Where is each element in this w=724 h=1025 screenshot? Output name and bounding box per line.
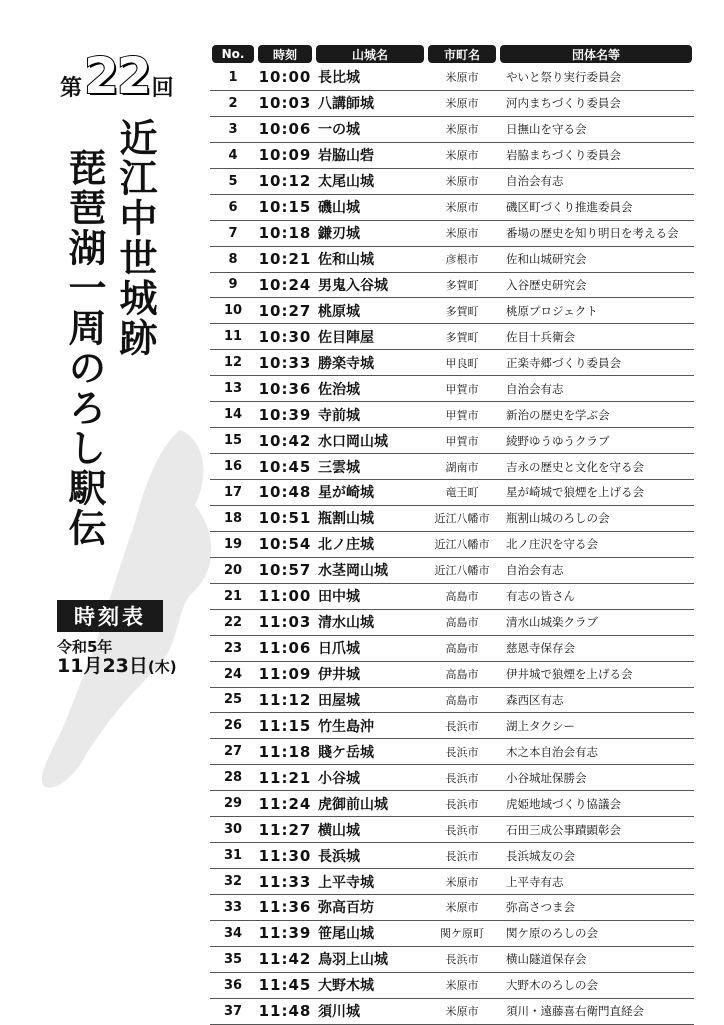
cell-time: 11:06 [256,635,314,661]
cell-organization: 佐和山城研究会 [498,246,694,272]
table-body [210,65,694,1024]
cell-time: 11:45 [256,972,314,998]
table-row [210,583,694,609]
cell-municipality: 長浜市 [426,791,498,817]
cell-organization: 長浜城友の会 [498,843,694,869]
cell-municipality: 長浜市 [426,843,498,869]
cell-organization: 木之本自治会有志 [498,739,694,765]
table-row [210,142,694,168]
cell-no: 35 [210,946,256,972]
cell-no: 5 [210,168,256,194]
cell-time: 11:27 [256,817,314,843]
cell-no: 31 [210,843,256,869]
cell-castle: 佐和山城 [314,246,426,272]
cell-no: 1 [210,65,256,90]
cell-organization: 虎姫地域づくり協議会 [498,791,694,817]
cell-castle: 磯山城 [314,194,426,220]
table-row [210,609,694,635]
cell-organization: やいと祭り実行委員会 [498,65,694,90]
cell-time: 10:42 [256,428,314,454]
cell-organization: 入谷歴史研究会 [498,272,694,298]
cell-no: 20 [210,557,256,583]
table-row [210,168,694,194]
cell-organization: 佐目十兵衛会 [498,324,694,350]
table-row [210,557,694,583]
cell-no: 17 [210,480,256,506]
cell-no: 25 [210,687,256,713]
cell-no: 37 [210,998,256,1024]
cell-municipality: 米原市 [426,90,498,116]
table-row [210,998,694,1024]
cell-no: 36 [210,972,256,998]
cell-no: 14 [210,402,256,428]
cell-no: 30 [210,817,256,843]
table-row [210,869,694,895]
table-row [210,220,694,246]
cell-organization: 関ケ原のろしの会 [498,920,694,946]
cell-municipality: 米原市 [426,972,498,998]
col-header-organization: 団体名等 [498,43,694,65]
table-row [210,376,694,402]
table-row [210,713,694,739]
cell-time: 11:39 [256,920,314,946]
cell-municipality: 長浜市 [426,817,498,843]
cell-time: 11:12 [256,687,314,713]
cell-organization: 清水山城楽クラブ [498,609,694,635]
cell-organization: 伊井城で狼煙を上げる会 [498,661,694,687]
cell-municipality: 高島市 [426,635,498,661]
table-row [210,817,694,843]
cell-time: 10:45 [256,454,314,480]
cell-organization: 小谷城址保勝会 [498,765,694,791]
cell-castle: 田中城 [314,583,426,609]
cell-time: 11:21 [256,765,314,791]
cell-organization: 自治会有志 [498,376,694,402]
cell-time: 10:24 [256,272,314,298]
cell-municipality: 竜王町 [426,480,498,506]
cell-castle: 須川城 [314,998,426,1024]
title-line2: 琵琶湖一周のろし駅伝 [62,148,106,548]
cell-castle: 太尾山城 [314,168,426,194]
cell-municipality: 彦根市 [426,246,498,272]
cell-municipality: 長浜市 [426,946,498,972]
cell-municipality: 多賀町 [426,298,498,324]
cell-municipality: 高島市 [426,583,498,609]
cell-organization: 星が崎城で狼煙を上げる会 [498,480,694,506]
cell-no: 23 [210,635,256,661]
cell-municipality: 近江八幡市 [426,505,498,531]
cell-organization: 河内まちづくり委員会 [498,90,694,116]
date-weekday: (木) [147,658,177,676]
cell-time: 10:09 [256,142,314,168]
table-row [210,946,694,972]
table-row [210,350,694,376]
cell-organization: 大野木のろしの会 [498,972,694,998]
cell-time: 10:30 [256,324,314,350]
cell-municipality: 米原市 [426,998,498,1024]
cell-no: 33 [210,895,256,921]
cell-no: 16 [210,454,256,480]
table-row [210,895,694,921]
table-row [210,324,694,350]
cell-castle: 寺前城 [314,402,426,428]
cell-no: 10 [210,298,256,324]
table-row [210,65,694,90]
col-header-no: No. [210,43,256,65]
cell-castle: 佐治城 [314,376,426,402]
cell-time: 11:30 [256,843,314,869]
cell-organization: 桃原プロジェクト [498,298,694,324]
cell-municipality: 米原市 [426,194,498,220]
cell-castle: 水茎岡山城 [314,557,426,583]
cell-time: 10:39 [256,402,314,428]
table-row [210,272,694,298]
table-row [210,454,694,480]
cell-no: 21 [210,583,256,609]
cell-castle: 八講師城 [314,90,426,116]
cell-municipality: 高島市 [426,687,498,713]
cell-castle: 北ノ庄城 [314,531,426,557]
cell-organization: 番場の歴史を知り明日を考える会 [498,220,694,246]
cell-time: 11:03 [256,609,314,635]
cell-castle: 虎御前山城 [314,791,426,817]
date-day: 11月23日 [57,655,148,677]
cell-castle: 賤ケ岳城 [314,739,426,765]
cell-no: 22 [210,609,256,635]
cell-organization: 横山隧道保存会 [498,946,694,972]
cell-castle: 瓶割山城 [314,505,426,531]
cell-no: 24 [210,661,256,687]
cell-organization: 正楽寺郷づくり委員会 [498,350,694,376]
cell-no: 26 [210,713,256,739]
cell-organization: 新治の歴史を学ぶ会 [498,402,694,428]
table-row [210,531,694,557]
cell-organization: 磯区町づくり推進委員会 [498,194,694,220]
cell-no: 32 [210,869,256,895]
cell-time: 10:54 [256,531,314,557]
cell-castle: 小谷城 [314,765,426,791]
cell-organization: 慈恩寺保存会 [498,635,694,661]
table-row [210,246,694,272]
cell-no: 8 [210,246,256,272]
timetable-badge: 時刻表 [57,600,163,632]
cell-no: 9 [210,272,256,298]
cell-castle: 清水山城 [314,609,426,635]
cell-castle: 鎌刃城 [314,220,426,246]
cell-time: 10:06 [256,116,314,142]
col-header-castle: 山城名 [314,43,426,65]
cell-no: 19 [210,531,256,557]
cell-municipality: 長浜市 [426,765,498,791]
edition-number: 22 [84,47,150,105]
cell-time: 11:36 [256,895,314,921]
cell-castle: 笹尾山城 [314,920,426,946]
cell-organization: 岩脇まちづくり委員会 [498,142,694,168]
cell-organization: 上平寺有志 [498,869,694,895]
cell-no: 34 [210,920,256,946]
cell-municipality: 近江八幡市 [426,531,498,557]
cell-castle: 弥高百坊 [314,895,426,921]
cell-castle: 竹生島沖 [314,713,426,739]
cell-no: 11 [210,324,256,350]
cell-organization: 自治会有志 [498,557,694,583]
edition-prefix: 第 [60,76,83,101]
table-row [210,635,694,661]
title-line1: 近江中世城跡 [113,118,157,358]
cell-no: 4 [210,142,256,168]
cell-municipality: 多賀町 [426,272,498,298]
cell-organization: 湖上タクシー [498,713,694,739]
cell-no: 2 [210,90,256,116]
cell-no: 13 [210,376,256,402]
cell-castle: 長比城 [314,65,426,90]
cell-castle: 男鬼入谷城 [314,272,426,298]
cell-organization: 石田三成公事蹟顕彰会 [498,817,694,843]
cell-time: 10:27 [256,298,314,324]
cell-castle: 長浜城 [314,843,426,869]
cell-municipality: 甲賀市 [426,428,498,454]
table-row [210,116,694,142]
cell-organization: 須川・遠藤喜右衛門直経会 [498,998,694,1024]
table-header-row [210,43,694,65]
table-row [210,90,694,116]
cell-time: 11:42 [256,946,314,972]
cell-castle: 佐目陣屋 [314,324,426,350]
cell-organization: 自治会有志 [498,168,694,194]
cell-municipality: 米原市 [426,142,498,168]
date-era: 令和5年 [57,638,113,656]
cell-organization: 瓶割山城のろしの会 [498,505,694,531]
cell-municipality: 関ケ原町 [426,920,498,946]
cell-municipality: 米原市 [426,168,498,194]
cell-time: 10:51 [256,505,314,531]
cell-organization: 北ノ庄沢を守る会 [498,531,694,557]
table-row [210,661,694,687]
table-row [210,402,694,428]
cell-no: 6 [210,194,256,220]
cell-no: 15 [210,428,256,454]
cell-no: 18 [210,505,256,531]
table-row [210,480,694,506]
cell-castle: 桃原城 [314,298,426,324]
cell-castle: 鳥羽上山城 [314,946,426,972]
cell-castle: 日爪城 [314,635,426,661]
cell-no: 7 [210,220,256,246]
cell-municipality: 長浜市 [426,713,498,739]
table-row [210,194,694,220]
cell-no: 29 [210,791,256,817]
cell-castle: 大野木城 [314,972,426,998]
cell-time: 10:00 [256,65,314,90]
col-header-municipality: 市町名 [426,43,498,65]
cell-no: 28 [210,765,256,791]
event-date [57,638,177,677]
cell-municipality: 多賀町 [426,324,498,350]
cell-castle: 伊井城 [314,661,426,687]
cell-time: 10:48 [256,480,314,506]
cell-castle: 岩脇山砦 [314,142,426,168]
cell-municipality: 米原市 [426,869,498,895]
cell-time: 11:24 [256,791,314,817]
edition-suffix: 回 [151,76,174,101]
cell-time: 11:00 [256,583,314,609]
cell-time: 10:12 [256,168,314,194]
table-row [210,505,694,531]
cell-municipality: 湖南市 [426,454,498,480]
cell-municipality: 近江八幡市 [426,557,498,583]
cell-castle: 田屋城 [314,687,426,713]
cell-municipality: 甲賀市 [426,402,498,428]
cell-time: 11:33 [256,869,314,895]
cell-organization: 綾野ゆうゆうクラブ [498,428,694,454]
cell-castle: 三雲城 [314,454,426,480]
col-header-time: 時刻 [256,43,314,65]
cell-castle: 勝楽寺城 [314,350,426,376]
table-row [210,765,694,791]
relay-timetable [210,43,694,1025]
cell-castle: 星が崎城 [314,480,426,506]
cell-organization: 吉永の歴史と文化を守る会 [498,454,694,480]
cell-organization: 弥高さつま会 [498,895,694,921]
cell-no: 27 [210,739,256,765]
cell-organization: 日撫山を守る会 [498,116,694,142]
cell-municipality: 米原市 [426,220,498,246]
cell-castle: 上平寺城 [314,869,426,895]
table-row [210,972,694,998]
cell-municipality: 甲賀市 [426,376,498,402]
cell-time: 10:18 [256,220,314,246]
cell-time: 10:15 [256,194,314,220]
cell-time: 10:33 [256,350,314,376]
table-row [210,920,694,946]
cell-municipality: 長浜市 [426,739,498,765]
cell-municipality: 甲良町 [426,350,498,376]
cell-time: 11:48 [256,998,314,1024]
cell-municipality: 米原市 [426,65,498,90]
cell-castle: 一の城 [314,116,426,142]
cell-time: 11:18 [256,739,314,765]
cell-time: 11:15 [256,713,314,739]
table-row [210,739,694,765]
cell-organization: 森西区有志 [498,687,694,713]
cell-castle: 横山城 [314,817,426,843]
cell-municipality: 米原市 [426,895,498,921]
table-row [210,428,694,454]
table-row [210,843,694,869]
table-row [210,298,694,324]
cell-organization: 有志の皆さん [498,583,694,609]
cell-no: 12 [210,350,256,376]
table-row [210,791,694,817]
cell-no: 3 [210,116,256,142]
cell-municipality: 高島市 [426,609,498,635]
cell-time: 10:36 [256,376,314,402]
cell-time: 11:09 [256,661,314,687]
table-row [210,687,694,713]
cell-municipality: 米原市 [426,116,498,142]
cell-castle: 水口岡山城 [314,428,426,454]
edition-label [60,47,174,105]
cell-municipality: 高島市 [426,661,498,687]
cell-time: 10:03 [256,90,314,116]
cell-time: 10:57 [256,557,314,583]
cell-time: 10:21 [256,246,314,272]
